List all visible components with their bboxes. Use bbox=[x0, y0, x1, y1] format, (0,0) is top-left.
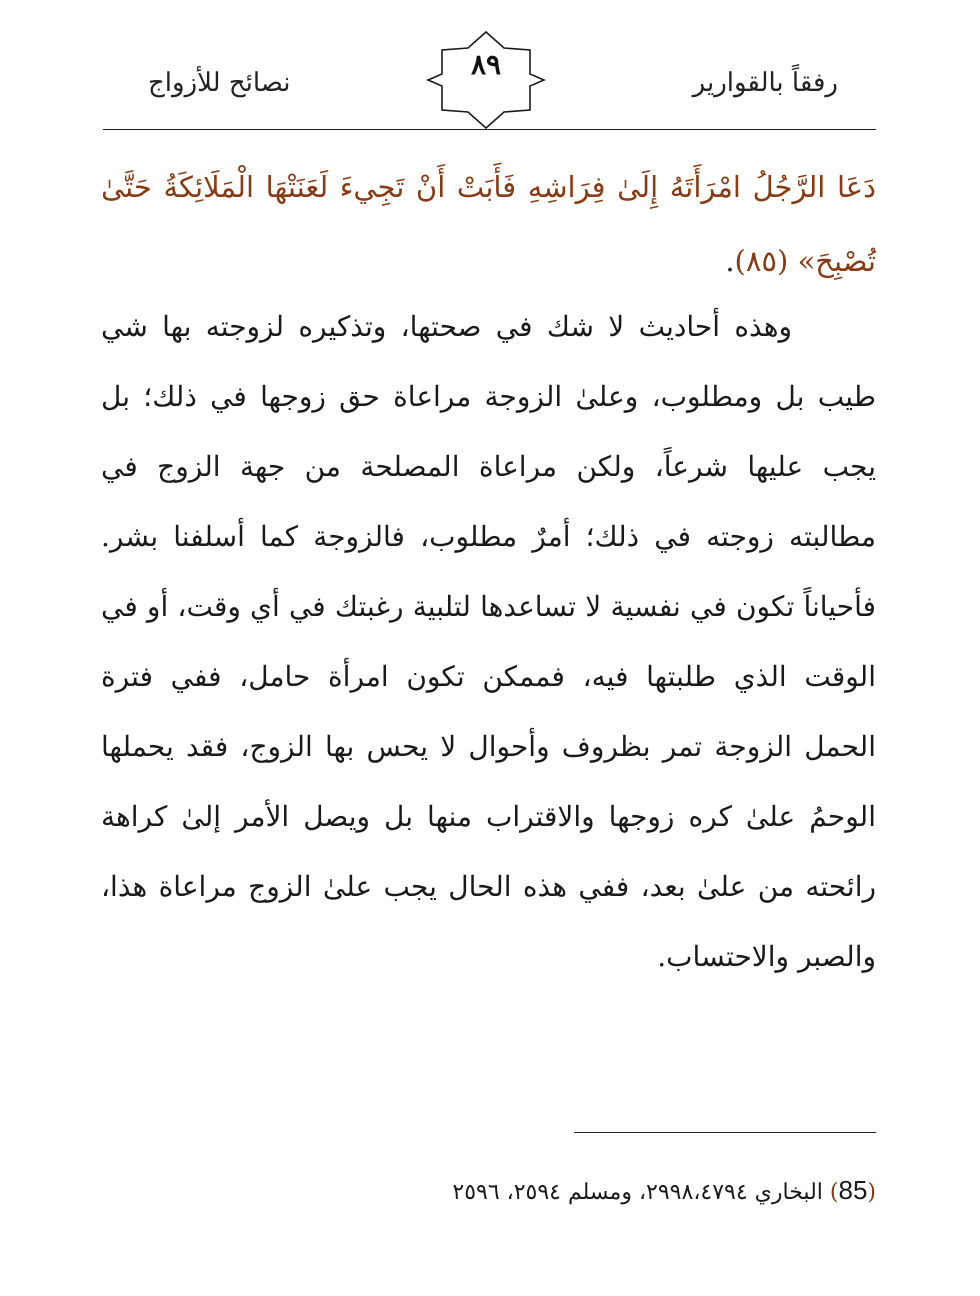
body-paragraph bbox=[101, 292, 876, 992]
hadith-footnote-ref[interactable] bbox=[735, 244, 789, 278]
footnote bbox=[101, 1170, 876, 1213]
hadith-end-dot: . bbox=[725, 244, 735, 278]
footnote-number: 85 bbox=[838, 1175, 868, 1205]
page-number: ٨٩ bbox=[470, 48, 502, 81]
hadith-quote bbox=[101, 150, 876, 298]
header-divider bbox=[103, 129, 876, 130]
footnote-text: البخاري ٢٩٩٨،٤٧٩٤، ومسلم ٢٥٩٤، ٢٥٩٦ bbox=[452, 1180, 830, 1205]
ref-open-paren: ( bbox=[777, 244, 789, 278]
hadith-text: دَعَا الرَّجُلُ امْرَأَتَهُ إِلَىٰ فِرَاشِهِ فَأَبَتْ أَنْ تَجِيءَ لَعَنَتْهَا الْمَلَائِكَةُ حَتَّىٰ تُصْبِحَ» bbox=[101, 170, 876, 278]
ref-number: ٨٥ bbox=[745, 244, 778, 278]
body-paragraph-text: وهذه أحاديث لا شك في صحتها، وتذكيره لزوجته بها شي طيب بل ومطلوب، وعلىٰ الزوجة مراعاة حق زوجها في ذلك؛ بل يجب عليها شرعاً، ولكن مراعاة المصلحة من جهة الزوج في مطالبته زوجته في ذلك؛ أمرٌ مطلوب، فالزوجة كما أسلفنا بشر. فأحياناً تكون في نفسية لا تساعدها لتلبية رغبتك في أي وقت، أو في الوقت الذي طلبتها فيه، فممكن تكون امرأة حامل، ففي فترة الحمل الزوجة تمر بظروف وأحوال لا يحس بها الزوج، فقد يحملها الوحمُ علىٰ كره زوجها والاقتراب منها بل ويصل الأمر إلىٰ كراهة رائحته من علىٰ بعد، ففي هذه الحال يجب علىٰ الزوج مراعاة هذا، والصبر والاحتساب. bbox=[101, 310, 876, 973]
footnote-open-paren: ( bbox=[867, 1180, 876, 1205]
book-title-header: رفقاً بالقوارير bbox=[692, 68, 838, 98]
ref-close-paren: ) bbox=[734, 244, 746, 278]
footnote-close-paren: ) bbox=[829, 1180, 839, 1205]
chapter-title-header: نصائح للأزواج bbox=[148, 68, 291, 98]
footnote-divider bbox=[574, 1132, 876, 1133]
